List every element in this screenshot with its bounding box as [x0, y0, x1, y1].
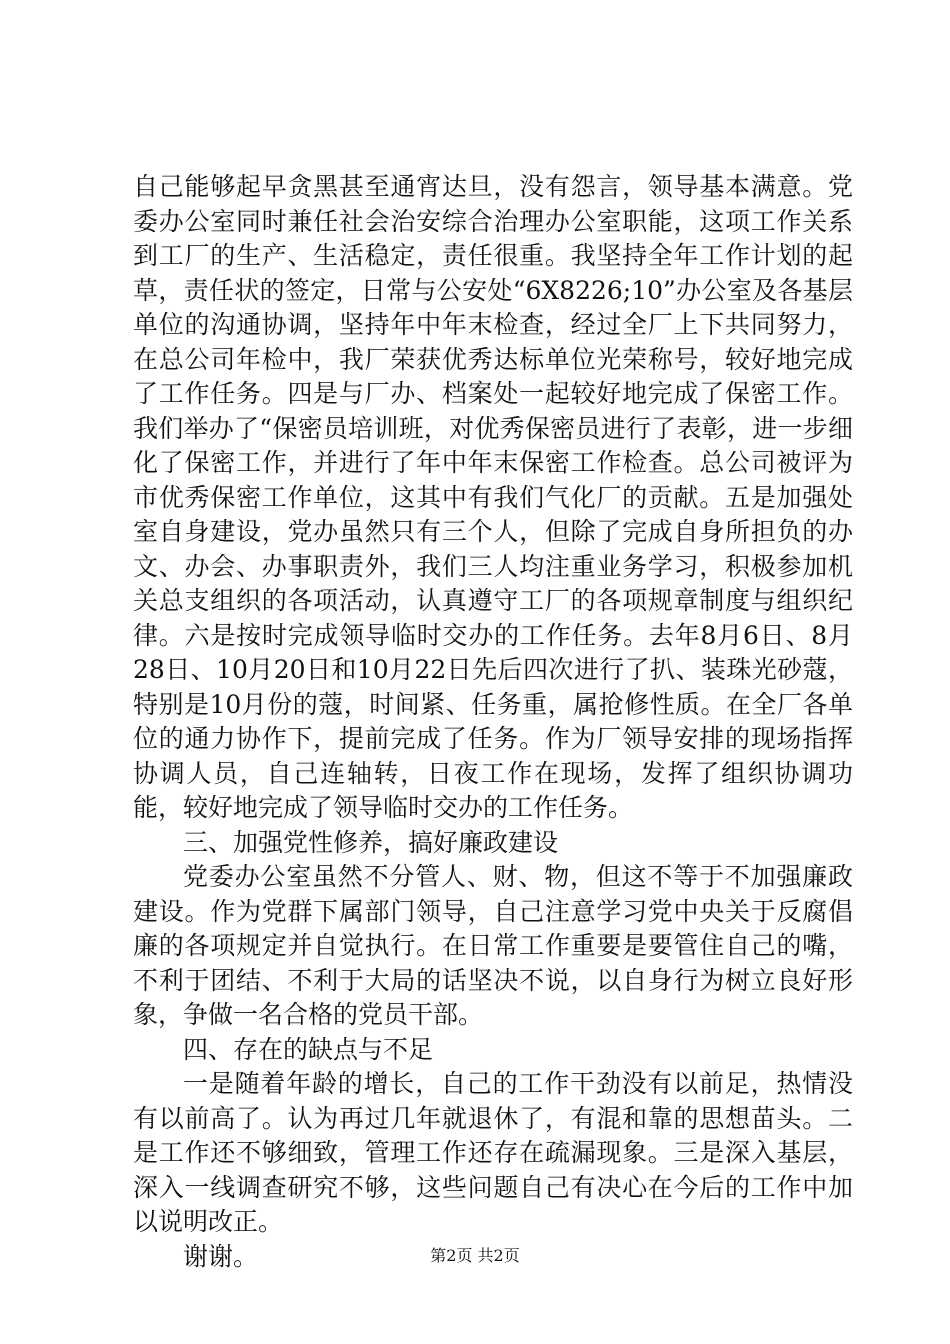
paragraph-integrity: 党委办公室虽然不分管人、财、物，但这不等于不加强廉政建设。作为党群下属部门领导，自己注意学习党中央关于反腐倡廉的各项规定并自觉执行。在日常工作重要是要管住自己的嘴，不利于团结、不利于大局的话坚决不说，以自身行为树立良好形象，争做一名合格的党员干部。: [133, 862, 853, 1029]
paragraph-continuation: 自己能够起早贪黑甚至通宵达旦，没有怨言，领导基本满意。党委办公室同时兼任社会治安综合治理办公室职能，这项工作关系到工厂的生产、生活稳定，责任很重。我坚持全年工作计划的起草，责任状的签定，日常与公安处“6X8226;10”办公室及各基层单位的沟通协调，坚持年中年末检查，经过全厂上下共同努力，在总公司年检中，我厂荣获优秀达标单位光荣称号，较好地完成了工作任务。四是与厂办、档案处一起较好地完成了保密工作。我们举办了“保密员培训班，对优秀保密员进行了表彰，进一步细化了保密工作，并进行了年中年末保密工作检查。总公司被评为市优秀保密工作单位，这其中有我们气化厂的贡献。五是加强处室自身建设，党办虽然只有三个人，但除了完成自身所担负的办文、办会、办事职责外，我们三人均注重业务学习，积极参加机关总支组织的各项活动，认真遵守工厂的各项规章制度与组织纪律。六是按时完成领导临时交办的工作任务。去年8月6日、8月28日、10月20日和10月22日先后四次进行了扒、装珠光砂蔻，特别是10月份的蔻，时间紧、任务重，属抢修性质。在全厂各单位的通力协作下，提前完成了任务。作为厂领导安排的现场指挥协调人员，自己连轴转，日夜工作在现场，发挥了组织协调功能，较好地完成了领导临时交办的工作任务。: [133, 172, 853, 822]
paragraph-closing: 谢谢。: [183, 1241, 259, 1271]
page-footer: [0, 1246, 950, 1266]
section-heading-integrity: 三、加强党性修养，搞好廉政建设: [183, 827, 559, 857]
document-body: [133, 170, 853, 1274]
page-number: 第2页 共2页: [430, 1246, 520, 1265]
section-heading-shortcomings: 四、存在的缺点与不足: [183, 1034, 434, 1064]
paragraph-shortcomings: 一是随着年龄的增长，自己的工作干劲没有以前足，热情没有以前高了。认为再过几年就退休了，有混和靠的思想苗头。二是工作还不够细致，管理工作还存在疏漏现象。三是深入基层，深入一线调查研究不够，这些问题自己有决心在今后的工作中加以说明改正。: [133, 1069, 853, 1236]
